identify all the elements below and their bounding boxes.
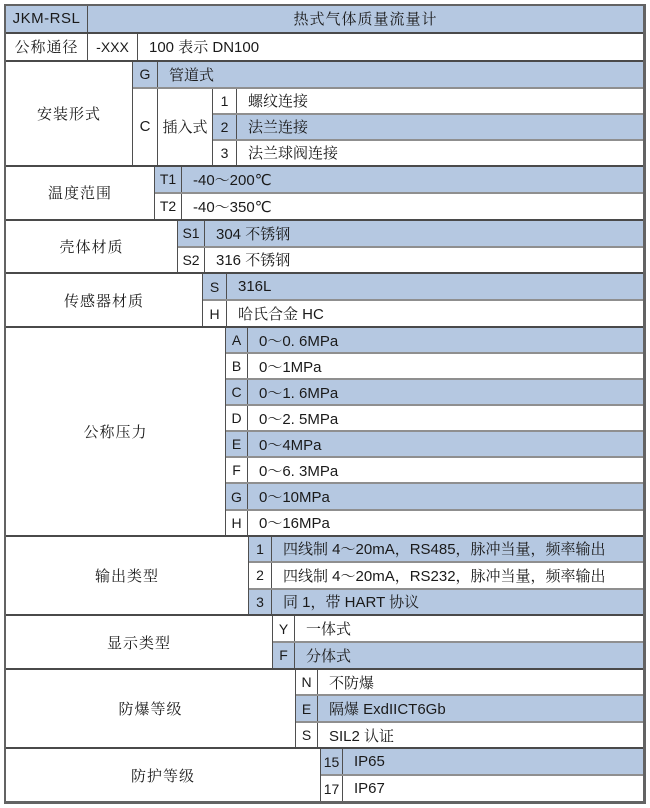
sensor-material-opt0-row: [203, 274, 643, 299]
nominal-diameter-opt0-desc: 100 表示 DN100: [149, 39, 260, 57]
explosion-proof-grade-opt0-desc: 不防爆: [329, 674, 375, 692]
sensor-material-opt1-desc: 哈氏合金 HC: [238, 306, 324, 324]
section-output-type: [6, 535, 643, 615]
nominal-pressure-opt4-row: [226, 430, 643, 456]
output-type-opt2-desc: 同 1，带 HART 协议: [283, 594, 420, 612]
nominal-pressure-opt4-code: E: [226, 432, 248, 456]
section-installation-type: [6, 60, 643, 165]
nominal-pressure-opt6-code: G: [226, 484, 248, 508]
explosion-proof-grade-opt0-row: [296, 670, 643, 695]
nominal-pressure-opt0-code: A: [226, 328, 248, 352]
nominal-pressure-label: 公称压力: [6, 328, 226, 535]
nominal-pressure-opt7-code: H: [226, 511, 248, 535]
output-type-opt2-row: [249, 588, 643, 615]
display-type-opt1-desc: 分体式: [306, 647, 352, 665]
housing-material-label: 壳体材质: [6, 221, 178, 273]
display-type-opt1-code: F: [273, 643, 295, 668]
model-code-cell: JKM-RSL: [6, 6, 88, 32]
output-type-rows: [249, 537, 643, 615]
nominal-diameter-label: 公称通径: [6, 34, 88, 60]
explosion-proof-grade-opt1-desc: 隔爆 ExdIICT6Gb: [329, 701, 446, 719]
protection-grade-opt1-code: 17: [321, 776, 343, 801]
housing-material-opt1-row: [178, 246, 643, 273]
section-temperature-range: [6, 165, 643, 219]
display-type-opt0-code: Y: [273, 616, 295, 641]
installation-type-insert-code: C: [133, 89, 158, 165]
explosion-proof-grade-opt0-code: N: [296, 670, 318, 695]
nominal-pressure-opt0-row: [226, 328, 643, 352]
display-type-label: 显示类型: [6, 616, 273, 668]
temperature-range-rows: [155, 167, 643, 219]
installation-type-sub3-row: [213, 139, 643, 165]
sensor-material-label: 传感器材质: [6, 274, 203, 326]
installation-type-sub3-desc: 法兰球阀连接: [248, 145, 339, 163]
nominal-pressure-opt2-row: [226, 378, 643, 404]
nominal-pressure-opt3-desc: 0～2. 5MPa: [259, 410, 339, 428]
display-type-opt0-desc: 一体式: [306, 621, 352, 639]
installation-type-pipe-row: [133, 62, 643, 87]
nominal-pressure-opt2-desc: 0～1. 6MPa: [259, 384, 339, 402]
nominal-diameter-opt0-code: -XXX: [88, 34, 138, 60]
sensor-material-opt1-row: [203, 299, 643, 326]
nominal-pressure-opt1-row: [226, 352, 643, 378]
display-type-opt0-row: [273, 616, 643, 641]
protection-grade-opt1-desc: IP67: [354, 780, 385, 798]
explosion-proof-grade-opt2-code: S: [296, 723, 318, 748]
explosion-proof-grade-opt2-row: [296, 721, 643, 748]
nominal-pressure-opt2-code: C: [226, 380, 248, 404]
housing-material-opt1-code: S2: [178, 248, 205, 273]
nominal-pressure-opt6-row: [226, 482, 643, 508]
section-nominal-pressure: [6, 326, 643, 535]
temperature-range-label: 温度范围: [6, 167, 155, 219]
installation-type-sub1-code: 1: [213, 89, 237, 113]
temperature-range-opt0-code: T1: [155, 167, 182, 192]
explosion-proof-grade-opt2-desc: SIL2 认证: [329, 727, 395, 745]
sensor-material-opt0-code: S: [203, 274, 227, 299]
installation-type-insert-group: [133, 87, 643, 165]
installation-type-rows: [133, 62, 643, 165]
display-type-opt1-row: [273, 641, 643, 668]
protection-grade-label: 防护等级: [6, 749, 321, 801]
explosion-proof-grade-label: 防爆等级: [6, 670, 296, 748]
explosion-proof-grade-opt1-code: E: [296, 696, 318, 721]
nominal-pressure-opt3-code: D: [226, 406, 248, 430]
installation-type-sub3-code: 3: [213, 141, 237, 165]
nominal-diameter-rows: [88, 34, 643, 60]
output-type-opt0-desc: 四线制 4～20mA，RS485，脉冲当量，频率输出: [283, 541, 606, 559]
section-explosion-proof-grade: [6, 668, 643, 748]
protection-grade-opt0-desc: IP65: [354, 753, 385, 771]
housing-material-opt1-desc: 316 不锈钢: [216, 252, 291, 270]
output-type-opt1-row: [249, 561, 643, 588]
section-sensor-material: [6, 272, 643, 326]
installation-type-sub2-row: [213, 113, 643, 139]
housing-material-rows: [178, 221, 643, 273]
table-header-row: [6, 6, 643, 32]
nominal-pressure-opt7-row: [226, 509, 643, 535]
product-title-cell: 热式气体质量流量计: [293, 11, 438, 29]
nominal-pressure-opt7-desc: 0～16MPa: [259, 515, 330, 533]
sensor-material-opt1-code: H: [203, 301, 227, 326]
protection-grade-opt0-code: 15: [321, 749, 343, 774]
installation-type-label: 安装形式: [6, 62, 133, 165]
nominal-pressure-opt4-desc: 0～4MPa: [259, 436, 322, 454]
section-housing-material: [6, 219, 643, 273]
nominal-diameter-opt0-row: [88, 34, 643, 60]
output-type-opt2-code: 3: [249, 590, 272, 615]
display-type-rows: [273, 616, 643, 668]
installation-type-pipe-desc: 管道式: [169, 66, 215, 84]
nominal-pressure-rows: [226, 328, 643, 535]
installation-type-pipe-code: G: [133, 62, 158, 87]
installation-type-sub2-desc: 法兰连接: [248, 119, 309, 137]
section-display-type: [6, 614, 643, 668]
output-type-opt0-code: 1: [249, 537, 272, 562]
protection-grade-opt0-row: [321, 749, 643, 774]
installation-type-sub1-desc: 螺纹连接: [248, 93, 309, 111]
nominal-pressure-opt3-row: [226, 404, 643, 430]
output-type-opt0-row: [249, 537, 643, 562]
protection-grade-rows: [321, 749, 643, 801]
housing-material-opt0-row: [178, 221, 643, 246]
nominal-pressure-opt5-code: F: [226, 458, 248, 482]
housing-material-opt0-code: S1: [178, 221, 205, 246]
installation-type-insert-label: 插入式: [158, 89, 213, 165]
section-nominal-diameter: [6, 32, 643, 60]
temperature-range-opt0-desc: -40～200℃: [193, 171, 272, 189]
installation-type-sub1-row: [213, 89, 643, 113]
temperature-range-opt1-code: T2: [155, 194, 182, 219]
output-type-opt1-code: 2: [249, 563, 272, 588]
nominal-pressure-opt0-desc: 0～0. 6MPa: [259, 332, 339, 350]
section-protection-grade: [6, 747, 643, 801]
temperature-range-opt1-desc: -40～350℃: [193, 198, 272, 216]
housing-material-opt0-desc: 304 不锈钢: [216, 225, 291, 243]
explosion-proof-grade-opt1-row: [296, 694, 643, 721]
temperature-range-opt1-row: [155, 192, 643, 219]
nominal-pressure-opt1-desc: 0～1MPa: [259, 358, 322, 376]
nominal-pressure-opt1-code: B: [226, 354, 248, 378]
temperature-range-opt0-row: [155, 167, 643, 192]
explosion-proof-grade-rows: [296, 670, 643, 748]
nominal-pressure-opt5-row: [226, 456, 643, 482]
protection-grade-opt1-row: [321, 774, 643, 801]
output-type-opt1-desc: 四线制 4～20mA，RS232，脉冲当量，频率输出: [283, 567, 606, 585]
sensor-material-opt0-desc: 316L: [238, 278, 272, 296]
output-type-label: 输出类型: [6, 537, 249, 615]
nominal-pressure-opt5-desc: 0～6. 3MPa: [259, 462, 339, 480]
model-selection-table: [4, 4, 646, 804]
nominal-pressure-opt6-desc: 0～10MPa: [259, 489, 330, 506]
sensor-material-rows: [203, 274, 643, 326]
installation-type-sub-rows: [213, 89, 643, 165]
installation-type-sub2-code: 2: [213, 115, 237, 139]
